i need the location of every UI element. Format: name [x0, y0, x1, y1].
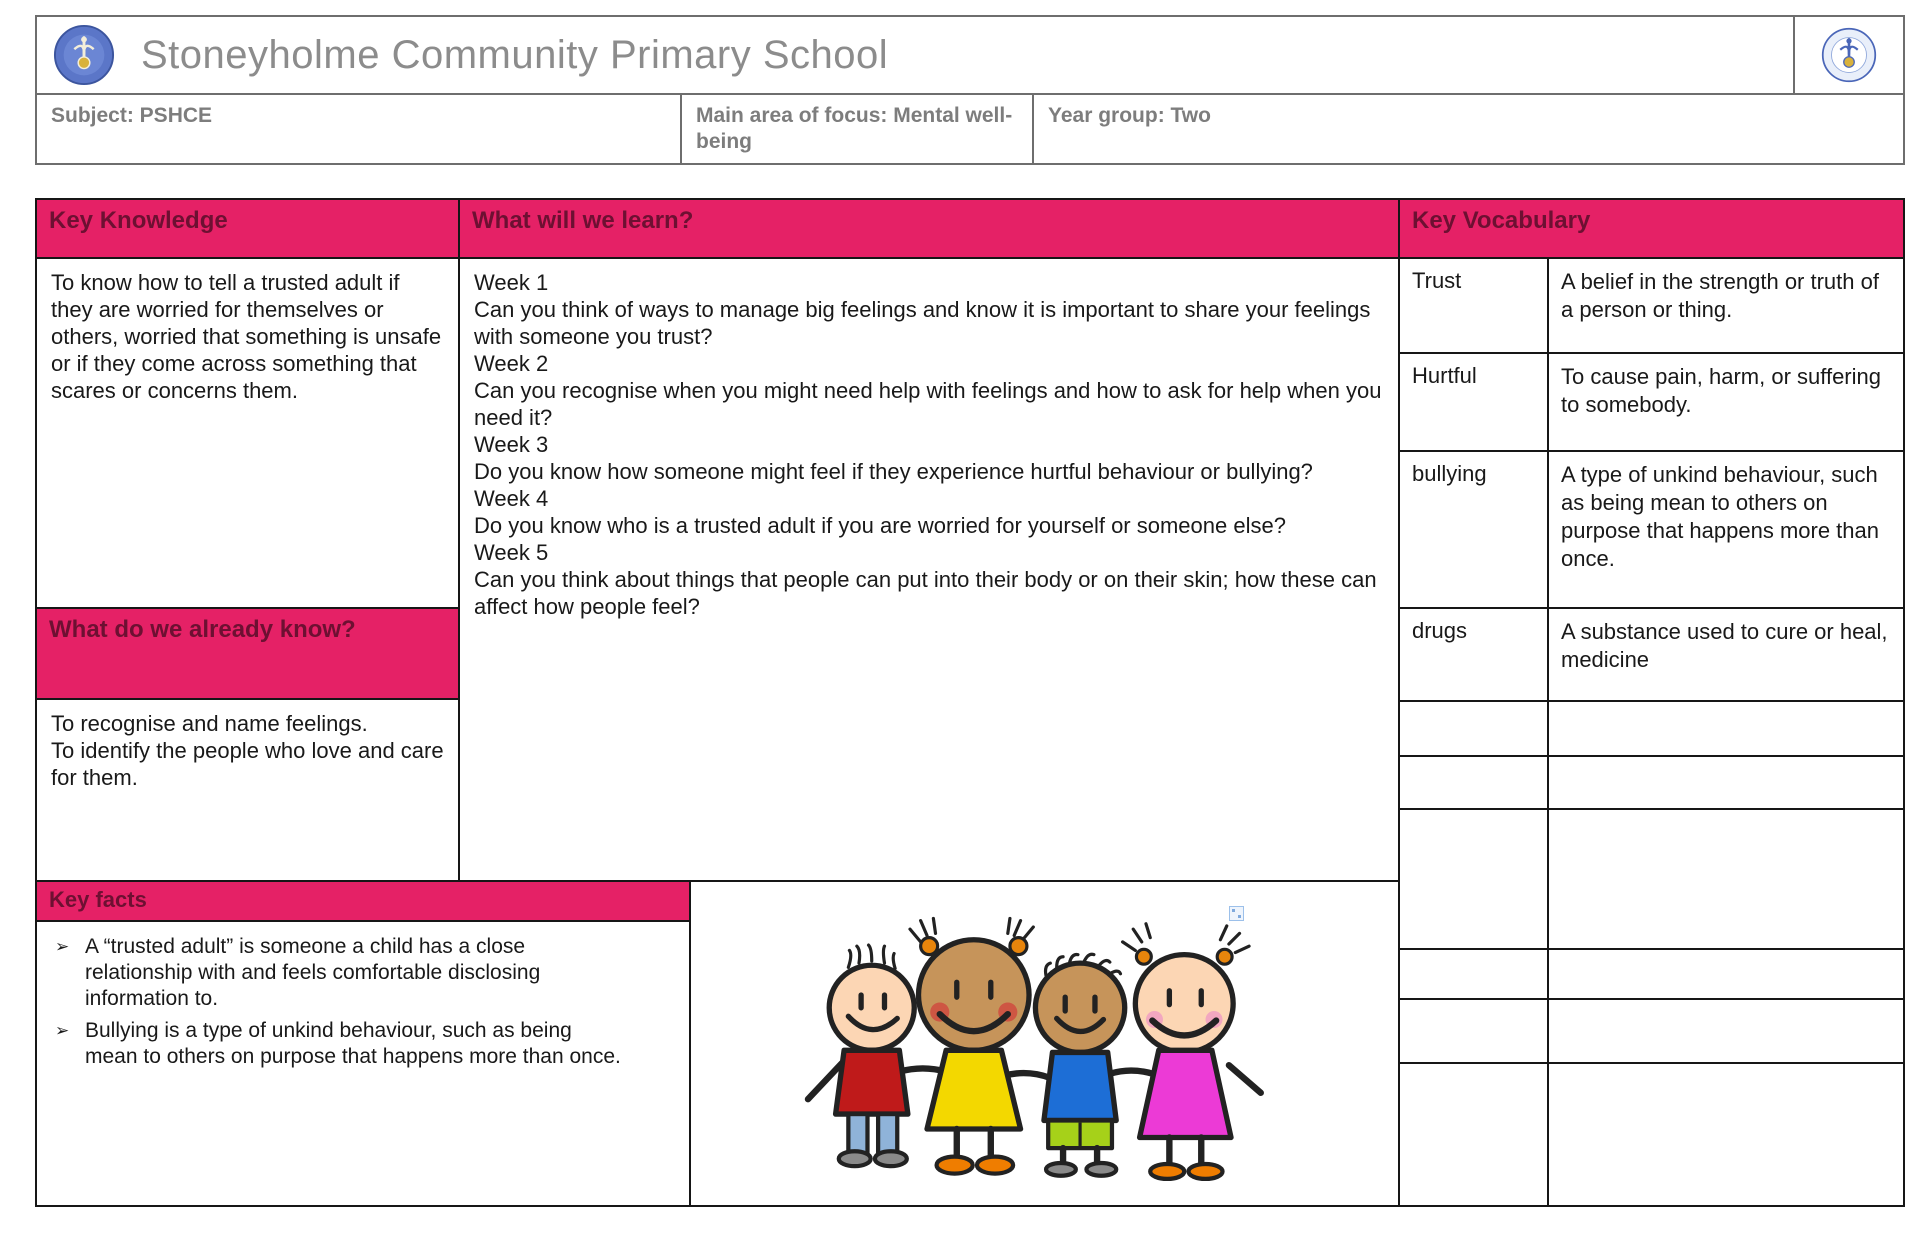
- week-question: Can you think about things that people can put into their body or on their skin; how these can affect how people feel?: [474, 567, 1377, 619]
- vocab-row: [1398, 808, 1905, 950]
- header: [35, 15, 1905, 165]
- children-clipart: [795, 910, 1295, 1202]
- title-cell: [37, 17, 1793, 93]
- week-question: Do you know who is a trusted adult if you are worried for yourself or someone else?: [474, 513, 1286, 538]
- logo-cell-right: [1793, 17, 1903, 93]
- week-label: Week 1: [474, 270, 549, 295]
- image-anchor-icon: [1229, 906, 1244, 921]
- vocab-row: [1398, 257, 1905, 354]
- subject-field: Subject: PSHCE: [37, 95, 682, 165]
- vocab-row: [1398, 450, 1905, 609]
- vocab-row: [1398, 1062, 1905, 1207]
- vocab-row: [1398, 352, 1905, 452]
- already-know-line: To recognise and name feelings.: [51, 711, 368, 736]
- key-facts-list: [35, 920, 691, 1207]
- week-question: Can you think of ways to manage big feelings and know it is important to share your feelings with someone you trust?: [474, 297, 1371, 349]
- week-label: Week 5: [474, 540, 549, 565]
- vocab-term: [1398, 808, 1549, 950]
- week-label: Week 4: [474, 486, 549, 511]
- school-name: Stoneyholme Community Primary School: [141, 32, 889, 77]
- vocabulary-header: Key Vocabulary: [1398, 198, 1905, 259]
- already-know-line: To identify the people who love and care for them.: [51, 738, 444, 790]
- week-label: Week 3: [474, 432, 549, 457]
- key-fact-item: [41, 934, 685, 1012]
- focus-field: Main area of focus: Mental well-being: [682, 95, 1034, 165]
- week-question: Can you recognise when you might need help with feelings and how to ask for help when you need it?: [474, 378, 1382, 430]
- vocab-definition: [1547, 998, 1905, 1064]
- school-logo-right-icon: [1821, 27, 1877, 83]
- vocab-term: Hurtful: [1398, 352, 1549, 452]
- already-know-text: [35, 698, 460, 882]
- year-group-field: Year group: Two: [1048, 104, 1211, 127]
- key-knowledge-text: To know how to tell a trusted adult if they are worried for themselves or others, worried that something is unsafe or if they come across something that scares or concerns them.: [35, 257, 460, 609]
- vocab-definition: A type of unkind behaviour, such as being mean to others on purpose that happens more than once.: [1547, 450, 1905, 609]
- illustration-cell: [689, 880, 1400, 1207]
- vocab-row: [1398, 700, 1905, 757]
- already-know-header: What do we already know?: [35, 607, 460, 700]
- vocab-row: [1398, 948, 1905, 1000]
- vocab-term: Trust: [1398, 257, 1549, 354]
- vocab-definition: [1547, 755, 1905, 810]
- children-clipart-image: [795, 910, 1295, 1197]
- vocab-definition: [1547, 1062, 1905, 1207]
- subject-row: [37, 95, 1903, 165]
- vocab-definition: A substance used to cure or heal, medicine: [1547, 607, 1905, 702]
- vocab-definition: A belief in the strength or truth of a person or thing.: [1547, 257, 1905, 354]
- organiser-table: [35, 198, 1905, 1207]
- vocab-term: drugs: [1398, 607, 1549, 702]
- learn-header: What will we learn?: [458, 198, 1400, 259]
- vocab-term: [1398, 755, 1549, 810]
- week-question: Do you know how someone might feel if they experience hurtful behaviour or bullying?: [474, 459, 1313, 484]
- vocab-term: [1398, 700, 1549, 757]
- vocab-definition: To cause pain, harm, or suffering to somebody.: [1547, 352, 1905, 452]
- key-fact-text: Bullying is a type of unkind behaviour, such as being mean to others on purpose that happens more than once.: [85, 1019, 621, 1068]
- vocab-term: [1398, 948, 1549, 1000]
- vocab-row: [1398, 607, 1905, 702]
- vocab-row: [1398, 755, 1905, 810]
- week-label: Week 2: [474, 351, 549, 376]
- vocab-term: bullying: [1398, 450, 1549, 609]
- key-fact-item: [41, 1018, 685, 1070]
- title-row: [37, 17, 1903, 95]
- vocab-term: [1398, 1062, 1549, 1207]
- arrow-bullet-icon: ➢: [55, 1021, 70, 1040]
- vocab-definition: [1547, 700, 1905, 757]
- key-fact-text: A “trusted adult” is someone a child has a close relationship with and feels comfortable disclosing information to.: [85, 935, 541, 1010]
- vocab-row: [1398, 998, 1905, 1064]
- arrow-bullet-icon: ➢: [55, 937, 70, 956]
- key-facts-header: Key facts: [35, 880, 691, 922]
- vocab-term: [1398, 998, 1549, 1064]
- vocab-definition: [1547, 948, 1905, 1000]
- key-knowledge-header: Key Knowledge: [35, 198, 460, 259]
- school-logo-left-icon: [53, 24, 115, 86]
- vocab-definition: [1547, 808, 1905, 950]
- learn-content: [458, 257, 1400, 882]
